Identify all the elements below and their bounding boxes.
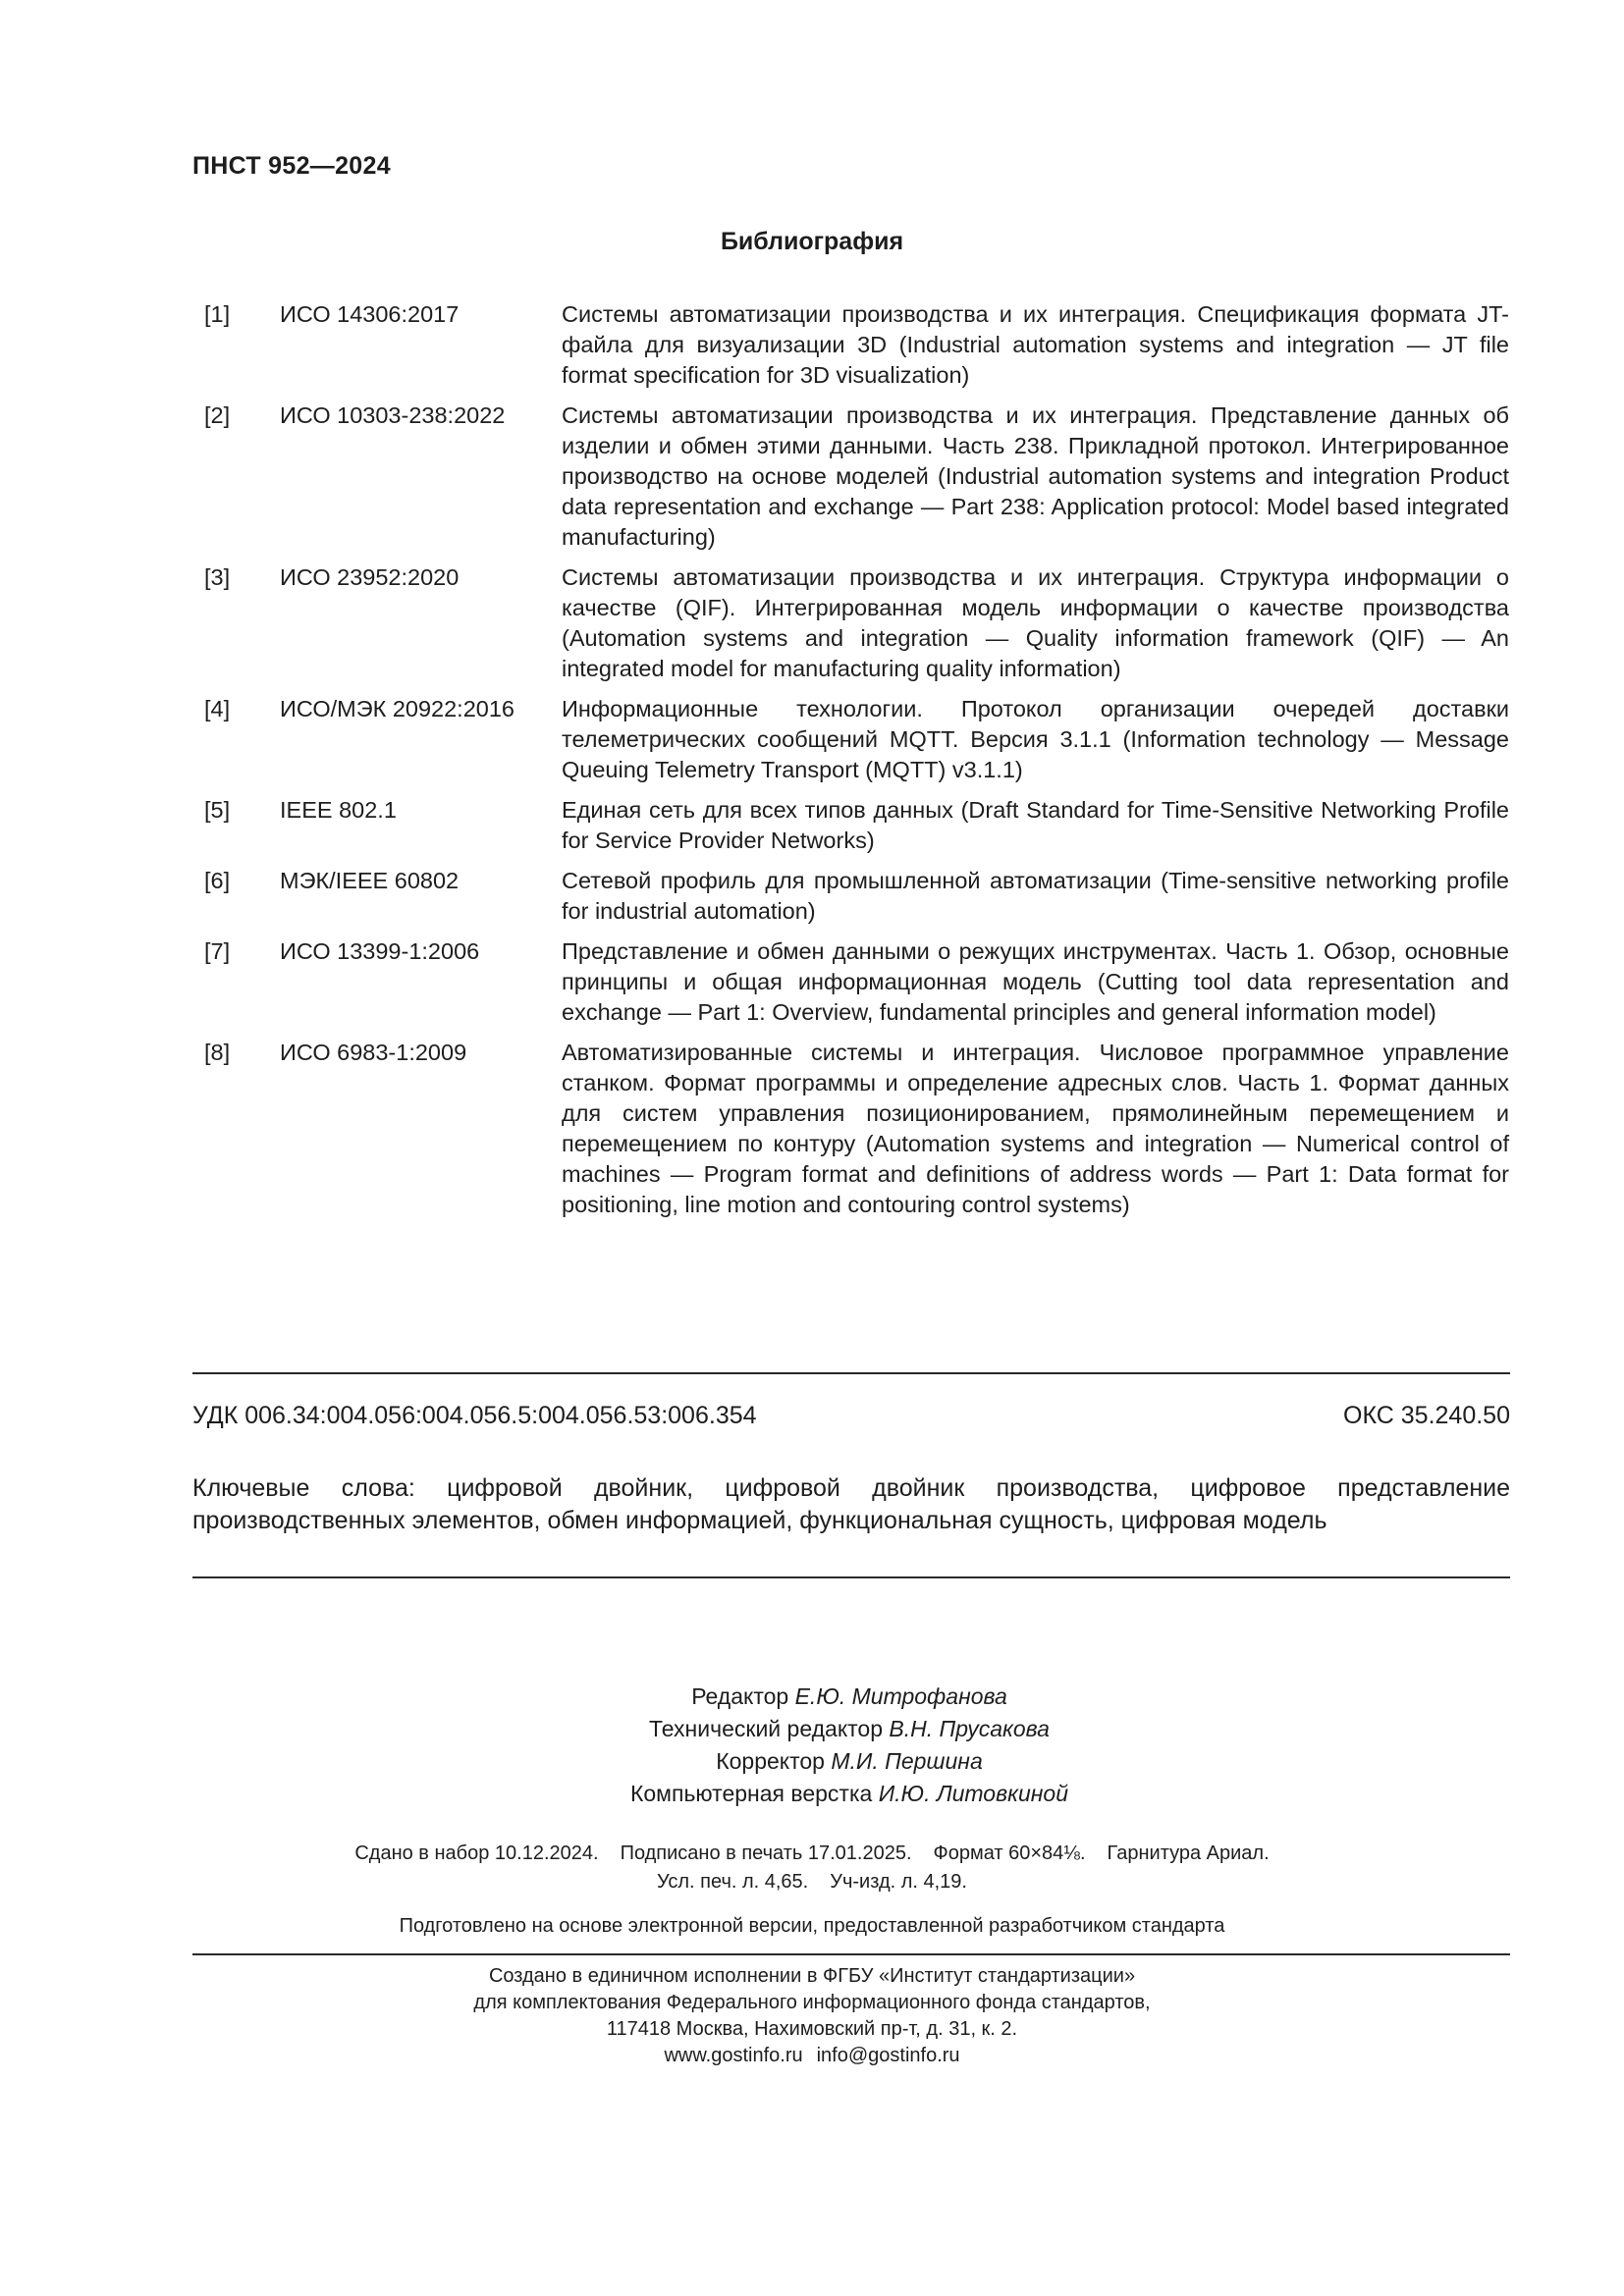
entry-standard-code: ИСО 14306:2017 [280, 301, 460, 327]
entry-title: Системы автоматизации производства и их интеграция. Структура информации о качестве (QIF). Интегрированная модель информации о качестве производства (Automation systems and integration — Quality information framework (QIF) — An integrated model for manufacturing quality information) [562, 564, 1509, 681]
entry-number: [1] [204, 301, 231, 327]
entry-number: [6] [204, 868, 231, 893]
submitted-date: Сдано в набор 10.12.2024. [354, 1842, 599, 1864]
prepared-note: Подготовлено на основе электронной версии, предоставленной разработчиком стандарта [399, 1915, 1225, 1937]
corrector-name: М.И. Першина [831, 1748, 983, 1774]
print-sheets: Усл. печ. л. 4,65. [657, 1871, 809, 1893]
corrector-line: Корректор М.И. Першина [716, 1748, 983, 1774]
entry-standard-code: ИСО/МЭК 20922:2016 [280, 696, 514, 721]
bibliography-entry [192, 795, 1510, 856]
entry-standard-code: МЭК/IEEE 60802 [280, 868, 460, 893]
entry-number: [4] [204, 696, 231, 721]
entry-number: [5] [204, 797, 231, 823]
entry-title: Системы автоматизации производства и их интеграция. Представление данных об изделии и обмен этими данными. Часть 238. Прикладной протокол. Интегрированное производство на основе моделей (Industrial automation systems and integration Product data representation and exchange — Part 238: Application protocol: Model based integrated manufacturing) [562, 402, 1509, 550]
typeface: Гарнитура Ариал. [1107, 1842, 1270, 1864]
imprint-line-1 [0, 1840, 1624, 1868]
udk-code: УДК 006.34:004.056:004.056.5:004.056.53:006.354 [192, 1402, 757, 1429]
entry-title: Сетевой профиль для промышленной автоматизации (Time-sensitive networking profile for industrial automation) [562, 868, 1509, 924]
entry-standard-code: ИСО 13399-1:2006 [280, 938, 480, 964]
entry-number: [3] [204, 564, 231, 590]
publisher-line-1: Создано в единичном исполнении в ФГБУ «Институт стандартизации» [488, 1965, 1136, 1987]
tech-editor-name: В.Н. Прусакова [889, 1716, 1050, 1741]
divider-bottom [192, 1576, 1510, 1578]
bibliography-entry [192, 562, 1510, 684]
layout-line: Компьютерная верстка И.Ю. Литовкиной [629, 1781, 1068, 1806]
publishing-sheets: Уч-изд. л. 4,19. [830, 1871, 967, 1893]
editor-line: Редактор Е.Ю. Митрофанова [691, 1683, 1007, 1709]
entry-standard-code: ИСО 6983-1:2009 [280, 1040, 467, 1065]
imprint-block [0, 1840, 1624, 1896]
publisher-address: 117418 Москва, Нахимовский пр-т, д. 31, к. 2. [606, 2018, 1018, 2040]
bibliography-entry [192, 694, 1510, 785]
entry-standard-code: IEEE 802.1 [280, 797, 397, 823]
publisher-contacts [0, 2043, 1624, 2069]
bibliography-title: Библиография [720, 228, 904, 255]
entry-standard-code: ИСО 23952:2020 [280, 564, 460, 590]
document-code: ПНСТ 952—2024 [192, 152, 391, 180]
bibliography-entry [192, 866, 1510, 927]
publisher-block [0, 1963, 1624, 2069]
entry-title: Информационные технологии. Протокол организации очередей доставки телеметрических сообщений MQTT. Версия 3.1.1 (Information technology — Message Queuing Telemetry Transport (MQTT) v3.1.1) [562, 696, 1509, 782]
entry-number: [7] [204, 938, 231, 964]
divider-top [192, 1372, 1510, 1374]
paper-format: Формат 60×84⅛. [933, 1842, 1086, 1864]
layout-name: И.Ю. Литовкиной [878, 1781, 1068, 1806]
oks-code: ОКС 35.240.50 [1343, 1402, 1510, 1429]
entry-standard-code: ИСО 10303-238:2022 [280, 402, 506, 428]
bibliography-entry [192, 299, 1510, 391]
entry-title: Единая сеть для всех типов данных (Draft Standard for Time-Sensitive Networking Profile for Service Provider Networks) [562, 797, 1509, 853]
publisher-line-2: для комплектования Федерального информационного фонда стандартов, [473, 1992, 1151, 2013]
entry-number: [2] [204, 402, 231, 428]
email-link[interactable]: info@gostinfo.ru [816, 2045, 960, 2066]
website-link[interactable]: www.gostinfo.ru [664, 2045, 803, 2066]
signed-date: Подписано в печать 17.01.2025. [620, 1842, 912, 1864]
entry-title: Системы автоматизации производства и их интеграция. Спецификация формата JT-файла для визуализации 3D (Industrial automation systems and integration — JT file format specification for 3D visualization) [562, 301, 1509, 388]
entry-title: Представление и обмен данными о режущих инструментах. Часть 1. Обзор, основные принципы и общая информационная модель (Cutting tool data representation and exchange — Part 1: Overview, fundamental principles and general information model) [562, 938, 1509, 1025]
bibliography-list [192, 299, 1510, 1230]
editor-name: Е.Ю. Митрофанова [794, 1683, 1007, 1709]
bibliography-entry [192, 400, 1510, 553]
bibliography-entry [192, 1038, 1510, 1220]
editorial-staff [0, 1681, 1624, 1810]
imprint-line-2 [0, 1868, 1624, 1896]
tech-editor-line: Технический редактор В.Н. Прусакова [649, 1716, 1050, 1741]
entry-number: [8] [204, 1040, 231, 1065]
divider-publisher [192, 1953, 1510, 1955]
entry-title: Автоматизированные системы и интеграция. Числовое программное управление станком. Формат программы и определение адресных слов. Часть 1. Формат данных для систем управления позиционированием, прямолинейным перемещением и перемещением по контуру (Automation systems and integration — Numerical control of machines — Program format and definitions of address words — Part 1: Data format for positioning, line motion and contouring control systems) [562, 1040, 1509, 1217]
bibliography-entry [192, 936, 1510, 1028]
keywords-text: Ключевые слова: цифровой двойник, цифровой двойник производства, цифровое представление производственных элементов, обмен информацией, функциональная сущность, цифровая модель [192, 1474, 1510, 1534]
